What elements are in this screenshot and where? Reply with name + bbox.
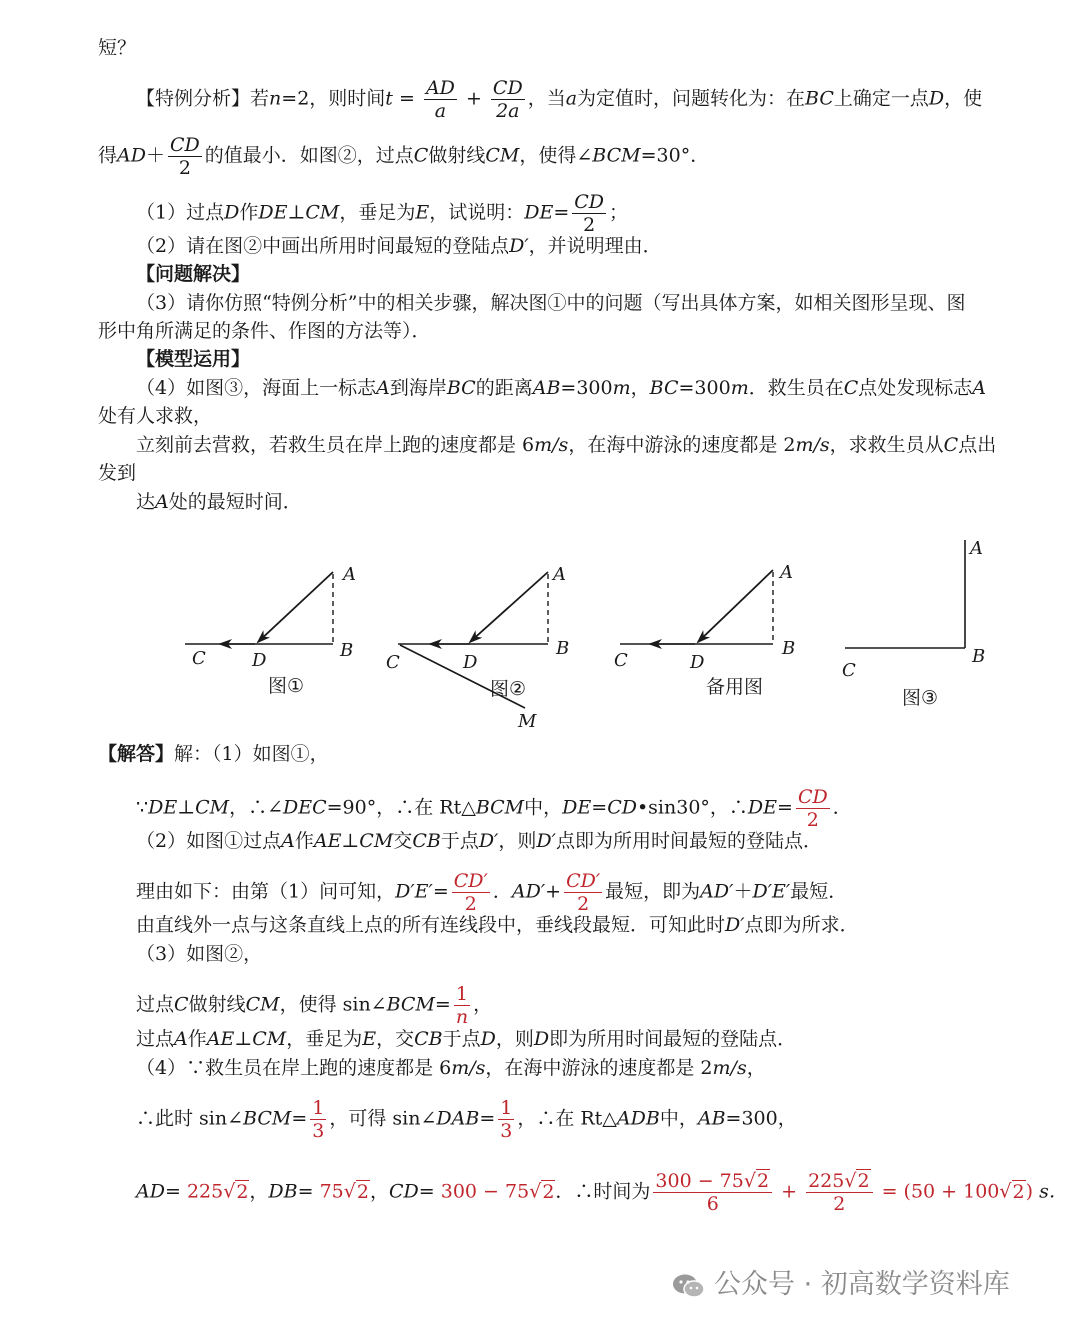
caption-fig1: 图① — [268, 675, 305, 697]
answer-line11: AD= 225√2，DB= 75√2，CD= 300 − 75√2．∴时间为 $\frac{300 - 75√2}{6}$ + $\frac{225√2}{2}$ = (50 + 100√2) s． — [136, 1170, 1068, 1215]
t: 理由如下：由第（1）问可知， — [136, 880, 396, 903]
db: DB — [268, 1180, 298, 1203]
cd: CD — [389, 1180, 419, 1203]
d-prime: D′ — [725, 914, 745, 936]
result: (50 + 100 — [903, 1180, 1000, 1203]
label-a: A — [780, 562, 793, 583]
val: 75 — [319, 1180, 344, 1203]
a: A — [155, 491, 169, 513]
eq: = — [553, 201, 570, 224]
d-prime: D′ — [536, 830, 556, 852]
t: ，在海中游泳的速度都是 2 — [485, 1057, 713, 1079]
question-4-line3 — [136, 433, 996, 457]
sqrt-2: 2 — [236, 1180, 249, 1203]
de-perp-cm: DE⊥CM — [148, 796, 230, 819]
answer-line1 — [98, 742, 329, 766]
cm: CM — [245, 993, 280, 1016]
frac-den: 2 — [464, 893, 477, 915]
special-analysis-line2 — [98, 134, 709, 179]
d: D — [533, 1028, 550, 1050]
figure-1 — [185, 564, 356, 697]
bc: BC — [805, 87, 834, 110]
d: D — [480, 1028, 496, 1050]
t: 最短，即为 — [605, 880, 701, 903]
ab: AB — [532, 377, 561, 399]
caption-spare: 备用图 — [706, 676, 764, 698]
t: ，在海中游泳的速度都是 2 — [568, 434, 796, 456]
answer-line9 — [136, 1056, 766, 1080]
watermark — [672, 1262, 1010, 1301]
ad: AD — [136, 1180, 165, 1203]
t: 做射线 — [428, 144, 486, 167]
t: ．救生员在 — [748, 377, 844, 399]
ae-perp-cm: AE⊥CM — [313, 830, 394, 852]
ms-unit: m/s — [451, 1057, 486, 1079]
fraction-cdp-2 — [452, 870, 490, 915]
t: 点出 — [958, 434, 997, 456]
t: 作 — [294, 830, 314, 852]
t: 于点 — [440, 830, 479, 852]
frac-num: 300 − 75 — [655, 1170, 744, 1192]
special-analysis-line — [136, 77, 982, 122]
de: DE — [747, 796, 778, 819]
dec: DEC — [282, 796, 327, 819]
fraction-1-n — [454, 983, 470, 1028]
t2: =2，则时间 — [281, 87, 386, 110]
a: A — [376, 377, 390, 399]
t: ，则 — [498, 830, 537, 852]
label-c: C — [192, 648, 206, 669]
eq: = — [875, 1180, 904, 1203]
answer-line10 — [136, 1097, 797, 1142]
t: 最短． — [790, 880, 848, 903]
t: ∵ — [136, 796, 149, 819]
label-b: B — [556, 638, 570, 659]
result: ) — [1025, 1180, 1034, 1203]
label-b: B — [972, 646, 986, 667]
fraction-cdp-2 — [564, 870, 602, 915]
frac-den: a — [434, 100, 447, 122]
dab: DAB — [436, 1107, 480, 1130]
eq: = — [479, 1107, 496, 1130]
frac-den: 3 — [500, 1120, 513, 1142]
t: 到海岸 — [389, 377, 447, 399]
t: ， — [249, 1180, 269, 1203]
t: 点即为所求． — [744, 914, 859, 936]
label-c: C — [386, 652, 400, 673]
eq: = — [291, 1107, 308, 1130]
frac-num: CD — [170, 134, 200, 156]
bc: BC — [649, 377, 679, 399]
fraction-1-3 — [310, 1097, 326, 1142]
label-c: C — [614, 650, 628, 671]
fraction-cd-2a — [491, 77, 525, 122]
answer-line7 — [136, 983, 492, 1028]
t: =90°，∴在 Rt△ — [326, 796, 476, 819]
plus: + — [545, 880, 562, 903]
question-3-line2: 形中角所满足的条件、作图的方法等）． — [98, 320, 431, 342]
frac-den: 2 — [577, 893, 590, 915]
a: A — [972, 377, 987, 399]
d: D — [224, 201, 240, 224]
cb: CB — [412, 830, 441, 852]
t: ，垂足为 — [286, 1028, 363, 1050]
answer-line8 — [136, 1027, 796, 1051]
fraction-1-3 — [498, 1097, 514, 1142]
t: ，使得∠ — [519, 144, 593, 167]
ms-unit: m/s — [534, 434, 569, 456]
figure-3 — [842, 538, 985, 709]
t: 过点 — [136, 993, 175, 1016]
t: 由直线外一点与这条直线上点的所有连线段中，垂线段最短．可知此时 — [136, 914, 726, 936]
m-unit: m — [612, 377, 631, 399]
label-d: D — [463, 652, 478, 673]
eq: = — [432, 880, 449, 903]
ad-prime: AD′ — [700, 880, 734, 903]
t: 即为所用时间最短的登陆点． — [549, 1028, 797, 1050]
t: ，交 — [376, 1028, 415, 1050]
ae-perp-cm: AE⊥CM — [206, 1028, 287, 1050]
label-a: A — [343, 564, 356, 585]
question-4-line5 — [136, 490, 302, 514]
watermark-text: 公众号 · 初高数学资料库 — [714, 1269, 1010, 1300]
t: 中， — [659, 1107, 698, 1130]
t: =30°． — [640, 144, 710, 167]
cd: CD — [607, 796, 637, 819]
figure-spare — [614, 562, 795, 698]
frac-den: 2a — [496, 100, 520, 122]
e: E — [415, 201, 430, 224]
a: A — [281, 830, 295, 852]
bcm: BCM — [386, 993, 435, 1016]
de-perp-cm: DE⊥CM — [258, 201, 340, 224]
bcm: BCM — [475, 796, 525, 819]
t: 的值最小．如图②，过点 — [204, 144, 414, 167]
question-3-line1: （3）请你仿照“特例分析”中的相关步骤，解决图①中的问题（写出具体方案，如相关图形呈现、图 — [136, 292, 966, 314]
sqrt-2: 2 — [857, 1170, 870, 1192]
heading-problem-solving: 【问题解决】 — [136, 263, 251, 285]
t: ，可得 sin∠ — [329, 1107, 437, 1130]
adb: ADB — [616, 1107, 660, 1130]
t: 达 — [136, 491, 156, 513]
t: ．∴时间为 — [555, 1180, 651, 1203]
frac-num: CD — [574, 191, 605, 213]
eq: = — [164, 1180, 187, 1203]
frac-num: 1 — [454, 983, 470, 1006]
t: ． — [492, 880, 512, 903]
bcm: BCM — [592, 144, 641, 167]
d: D — [928, 87, 945, 110]
t: ，∴在 Rt△ — [517, 1107, 617, 1130]
caption-fig2: 图② — [490, 678, 527, 700]
frac-num: CD — [797, 786, 828, 808]
t: 做射线 — [188, 993, 246, 1016]
caption-fig3: 图③ — [902, 687, 939, 709]
bc: BC — [446, 377, 476, 399]
figures — [0, 530, 1080, 735]
question-4-line4: 发到 — [98, 462, 137, 484]
e: E — [362, 1028, 377, 1050]
t: =300 — [560, 377, 613, 399]
de: DE — [562, 796, 592, 819]
ms-unit: m/s — [795, 434, 830, 456]
sqrt-2: 2 — [756, 1170, 770, 1192]
fraction-ad-a — [424, 77, 457, 122]
sqrt-2: 2 — [542, 1180, 555, 1203]
t: 得 — [98, 144, 118, 167]
fraction-cd-2 — [572, 191, 606, 236]
label-m: M — [518, 711, 537, 732]
question-2 — [136, 234, 662, 258]
label-d: D — [252, 650, 267, 671]
t: 交 — [393, 830, 413, 852]
answer-line2 — [136, 786, 852, 831]
t: ，求救生员从 — [829, 434, 944, 456]
bcm: BCM — [243, 1107, 292, 1130]
t: =300， — [725, 1107, 797, 1130]
answer-line3 — [136, 829, 822, 853]
t: 解：（1）如图①， — [174, 743, 329, 765]
question-4-line2: 处有人求救， — [98, 405, 213, 427]
sqrt-2: 2 — [356, 1180, 369, 1203]
fraction-cd-2 — [168, 134, 202, 179]
label-a: A — [553, 564, 566, 585]
t: ， — [369, 1180, 389, 1203]
label-b: B — [782, 638, 796, 659]
label-b: B — [340, 640, 354, 661]
t: （4）如图③，海面上一标志 — [136, 377, 377, 399]
c: C — [943, 434, 959, 456]
ms-unit: m/s — [712, 1057, 747, 1079]
heading-model-use: 【模型运用】 — [136, 348, 251, 370]
frac-num: 225 — [808, 1170, 845, 1192]
eq: = — [591, 796, 608, 819]
ab: AB — [697, 1107, 726, 1130]
frac-num: CD′ — [566, 870, 601, 892]
eq: = — [392, 87, 421, 110]
frac-den: 6 — [706, 1193, 719, 1215]
de: DE — [524, 201, 554, 224]
n-var: n — [269, 87, 282, 110]
eq: = — [418, 1180, 441, 1203]
a-var: a — [565, 87, 578, 110]
frac-den: 2 — [806, 809, 819, 831]
m-unit: m — [730, 377, 749, 399]
t: 点即为所用时间最短的登陆点． — [555, 830, 822, 852]
c: C — [174, 993, 189, 1016]
wechat-icon — [672, 1273, 706, 1299]
fraction-cd-2 — [796, 786, 830, 831]
eq: = — [434, 993, 451, 1016]
frac-num: 1 — [312, 1097, 325, 1119]
eq: = — [777, 796, 793, 819]
t: （2）如图①过点 — [136, 830, 282, 852]
ad: AD — [117, 144, 146, 167]
frac-den: 3 — [312, 1120, 325, 1142]
t: ，则 — [495, 1028, 534, 1050]
label-c: C — [842, 660, 856, 681]
t: •sin30°，∴ — [636, 796, 748, 819]
t: s． — [1033, 1180, 1068, 1203]
cm: CM — [485, 144, 520, 167]
t: 作 — [187, 1028, 207, 1050]
t: （1）过点 — [136, 201, 225, 224]
frac-num: CD′ — [453, 870, 488, 892]
t: ，垂足为 — [339, 201, 416, 224]
t: ， — [630, 377, 650, 399]
intro-tail: 短？ — [98, 37, 137, 59]
question-1 — [136, 191, 628, 236]
a: A — [174, 1028, 188, 1050]
t: （2）请在图②中画出所用时间最短的登陆点 — [136, 235, 510, 257]
val: 300 − 75 — [440, 1180, 530, 1203]
figure-2 — [386, 564, 569, 732]
t-var: t — [385, 87, 393, 110]
d-prime: D′ — [478, 830, 499, 852]
t: =300 — [678, 377, 731, 399]
t: ，∴∠ — [229, 796, 283, 819]
t: ，并说明理由． — [528, 235, 662, 257]
t: ，使得 sin∠ — [279, 993, 387, 1016]
t: 于点 — [442, 1028, 481, 1050]
t: 作 — [239, 201, 259, 224]
frac-den: 2 — [833, 1193, 846, 1215]
eq: = — [297, 1180, 320, 1203]
question-4-line1 — [136, 376, 986, 400]
frac-num: 1 — [500, 1097, 513, 1119]
t: 立刻前去营救，若救生员在岸上跑的速度都是 6 — [136, 434, 535, 456]
answer-line6: （3）如图②， — [136, 943, 263, 965]
c: C — [413, 144, 429, 167]
special-head: 【特例分析】 — [136, 87, 251, 110]
answer-line4 — [136, 870, 847, 915]
t: ． — [832, 796, 852, 819]
label-a: A — [970, 538, 983, 559]
frac-den: 2 — [583, 214, 596, 236]
t: 的距离 — [475, 377, 533, 399]
fraction-time1: $\frac{300 - 75√2}{6}$ — [653, 1170, 772, 1215]
t3: ，当 — [527, 87, 566, 110]
plus: + — [775, 1180, 804, 1203]
label-d: D — [690, 652, 705, 673]
plus: ＋ — [733, 880, 753, 903]
plus: + — [459, 87, 488, 110]
t: ∴此时 sin∠ — [136, 1107, 244, 1130]
t1: 若 — [250, 87, 270, 110]
t4: 为定值时，问题转化为：在 — [577, 87, 806, 110]
t: 过点 — [136, 1028, 175, 1050]
t: （4）∵救生员在岸上跑的速度都是 6 — [136, 1057, 452, 1079]
t: 点处发现标志 — [858, 377, 973, 399]
frac-num: AD — [425, 77, 455, 99]
frac-den: 2 — [178, 157, 191, 179]
val: 225 — [186, 1180, 224, 1203]
t5: 上确定一点 — [833, 87, 929, 110]
t: ， — [746, 1057, 766, 1079]
cb: CB — [414, 1028, 443, 1050]
answer-line5 — [136, 913, 859, 937]
frac-num: CD — [492, 77, 523, 99]
answer-head: 【解答】 — [98, 743, 175, 765]
ad-prime: AD′ — [511, 880, 546, 903]
t: ，试说明： — [429, 201, 525, 224]
t: 中， — [524, 796, 563, 819]
d-prime: D′ — [509, 235, 529, 257]
t6: ，使 — [944, 87, 983, 110]
plus: ＋ — [145, 144, 165, 167]
c: C — [843, 377, 859, 399]
de-prime: D′E′ — [752, 880, 791, 903]
fraction-time2: $\frac{225√2}{2}$ — [806, 1170, 872, 1215]
sqrt-2: 2 — [1012, 1180, 1025, 1203]
t: ； — [609, 201, 629, 224]
t: 处的最短时间． — [168, 491, 302, 513]
de-prime: D′E′ — [395, 880, 433, 903]
frac-den: n — [455, 1006, 469, 1028]
t: ， — [473, 993, 493, 1016]
